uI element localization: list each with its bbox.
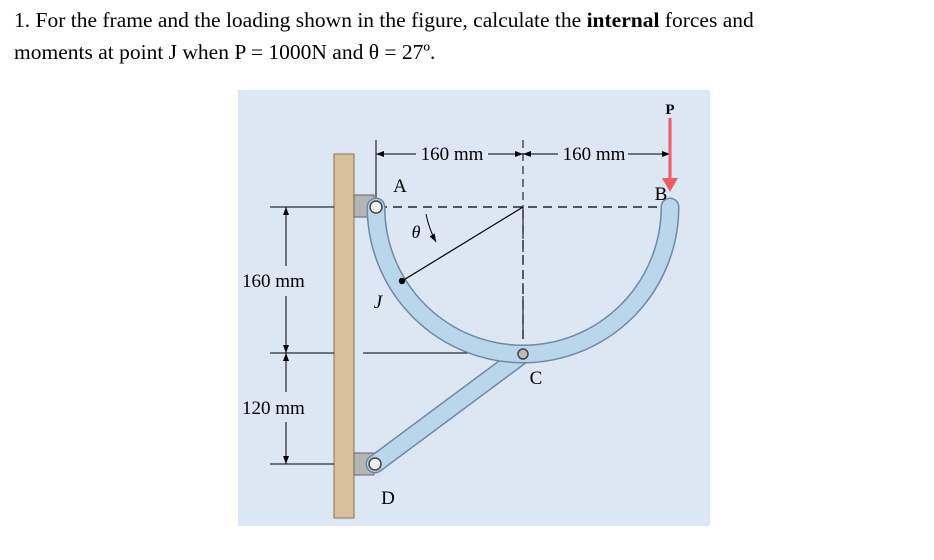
problem-text-start: For the frame and the loading shown in the figure, calculate the	[35, 8, 582, 32]
problem-statement	[14, 4, 914, 68]
wall	[334, 154, 354, 518]
problem-text-line2: moments at point J when P = 1000N and θ = 27º.	[14, 40, 436, 64]
label-d: D	[381, 488, 395, 509]
frame-figure	[238, 90, 710, 526]
dim-vert-top: 160 mm	[242, 271, 305, 292]
label-j: J	[373, 292, 383, 313]
dim-horiz-left: 160 mm	[420, 144, 484, 165]
label-c: C	[529, 368, 543, 389]
dim-horiz-right: 160 mm	[562, 144, 626, 165]
frame-diagram	[238, 90, 710, 526]
label-b: B	[654, 184, 668, 205]
point-j	[399, 278, 405, 284]
problem-number: 1.	[14, 8, 31, 32]
pin-a	[370, 201, 382, 213]
theta-label: θ	[411, 222, 421, 242]
problem-emphasis: internal	[586, 8, 660, 32]
label-a: A	[393, 176, 407, 197]
dim-vert-bottom: 120 mm	[242, 398, 305, 419]
pin-c	[518, 349, 528, 359]
label-p: P	[665, 102, 675, 118]
pin-d	[369, 458, 381, 470]
problem-text-line1-end: forces and	[664, 8, 754, 32]
